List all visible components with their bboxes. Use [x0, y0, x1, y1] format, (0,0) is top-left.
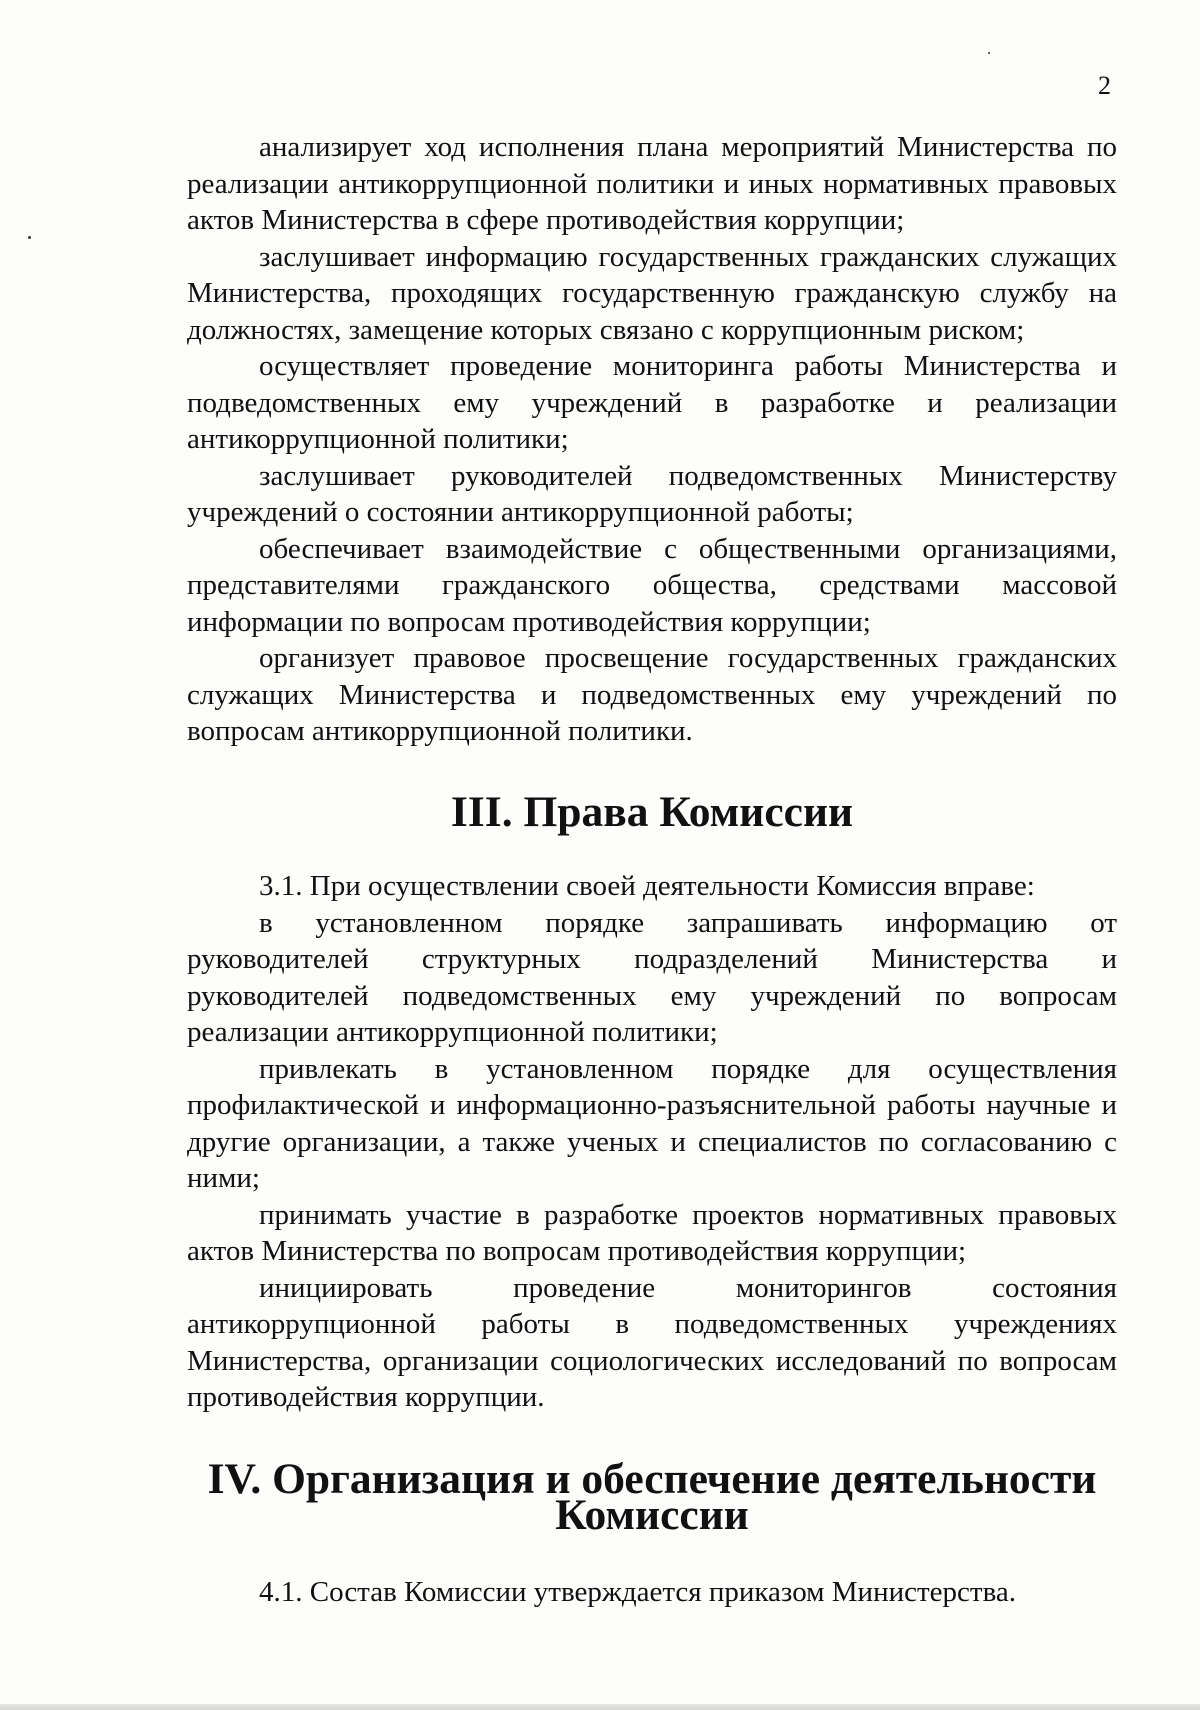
- section4-item-4-1: 4.1. Состав Комиссии утверждается приказом Министерства.: [259, 1575, 1017, 1608]
- section4-heading: IV. Организация и обеспечение деятельности Комиссии: [207, 1454, 1097, 1539]
- section3-item: привлекать в установленном порядке для осуществления профилактической и информационно-разъяснительной работы научные и другие организации, а также ученых и специалистов по согласованию с ними;: [187, 1052, 1117, 1194]
- scan-speck: [28, 236, 31, 239]
- section2-item: заслушивает руководителей подведомственных Министерству учреждений о состоянии антикоррупционной работы;: [187, 459, 1117, 528]
- scan-bottom-edge: [0, 1704, 1200, 1710]
- section2-item: анализирует ход исполнения плана мероприятий Министерства по реализации антикоррупционной политики и иных нормативных правовых актов Министерства в сфере противодействия коррупции;: [187, 131, 1117, 236]
- page-number: 2: [1098, 71, 1111, 100]
- section3-item: инициировать проведение мониторингов состояния антикоррупционной работы в подведомственных учреждениях Министерства, организации социологических исследований по вопросам противодействия коррупции.: [187, 1271, 1117, 1413]
- section3-heading: III. Права Комиссии: [450, 787, 854, 836]
- section3-item: в установленном порядке запрашивать информацию от руководителей структурных подразделений Министерства и руководителей подведомственных ему учреждений по вопросам реализации антикоррупционной политики;: [187, 906, 1117, 1048]
- section3-item: принимать участие в разработке проектов нормативных правовых актов Министерства по вопросам противодействия коррупции;: [187, 1198, 1117, 1267]
- section2-item: осуществляет проведение мониторинга работы Министерства и подведомственных ему учреждений в разработке и реализации антикоррупционной политики;: [187, 350, 1117, 455]
- section2-item: обеспечивает взаимодействие с общественными организациями, представителями гражданского общества, средствами массовой информации по вопросам противодействия коррупции;: [187, 532, 1117, 638]
- section2-item: организует правовое просвещение государственных гражданских служащих Министерства и подведомственных ему учреждений по вопросам антикоррупционной политики.: [187, 642, 1117, 747]
- section2-item: заслушивает информацию государственных гражданских служащих Министерства, проходящих государственную гражданскую службу на должностях, замещение которых связано с коррупционным риском;: [187, 240, 1117, 346]
- scan-speck: [988, 52, 990, 54]
- document-body: [187, 129, 1117, 1610]
- section3-intro: 3.1. При осуществлении своей деятельности Комиссия вправе:: [259, 870, 1035, 902]
